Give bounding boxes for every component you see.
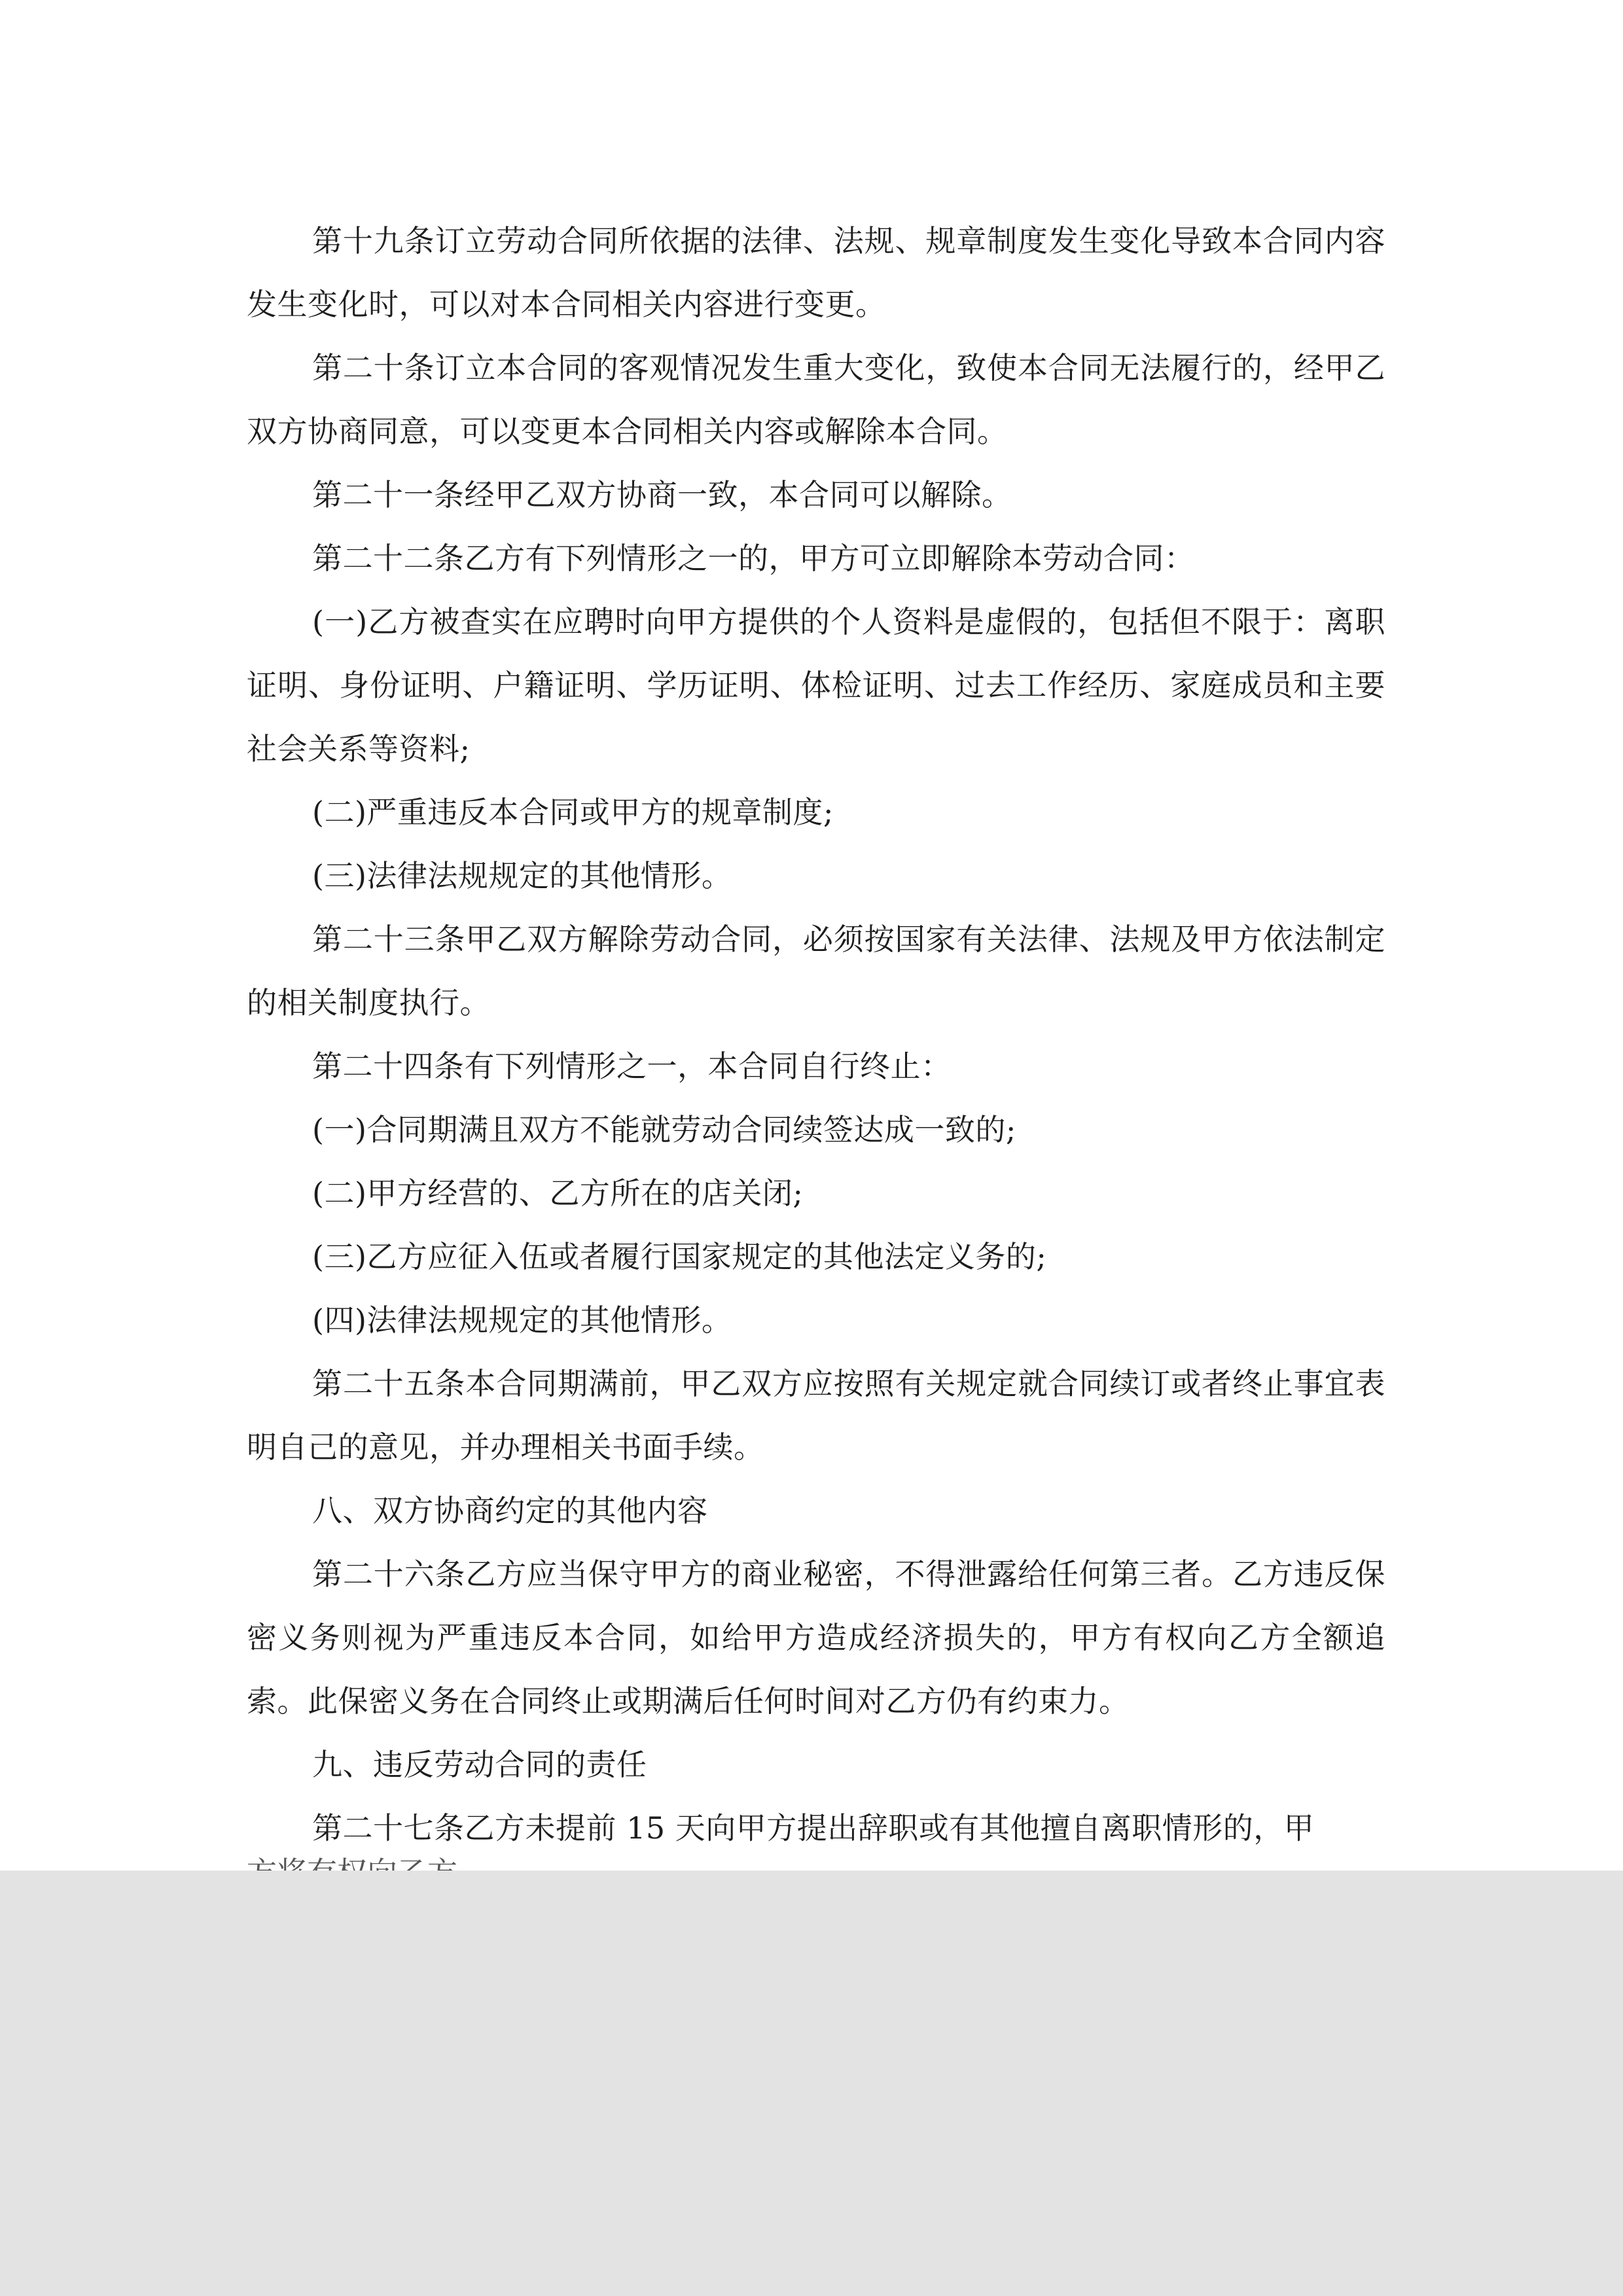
paragraph-article-25: 第二十五条本合同期满前，甲乙双方应按照有关规定就合同续订或者终止事宜表明自己的意见，并办理相关书面手续。	[247, 1366, 1385, 1465]
paragraph-article-20: 第二十条订立本合同的客观情况发生重大变化，致使本合同无法履行的，经甲乙双方协商同意，可以变更本合同相关内容或解除本合同。	[247, 350, 1385, 449]
paragraph-article-22-item-1: (一)乙方被查实在应聘时向甲方提供的个人资料是虚假的，包括但不限于：离职证明、身份证明、户籍证明、学历证明、体检证明、过去工作经历、家庭成员和主要社会关系等资料;	[247, 604, 1385, 766]
paragraph-article-24-item-3: (三)乙方应征入伍或者履行国家规定的其他法定义务的;	[312, 1239, 1047, 1274]
paragraph-article-22: 第二十二条乙方有下列情形之一的，甲方可立即解除本劳动合同：	[312, 541, 1195, 576]
section-heading-liability: 九、违反劳动合同的责任	[312, 1747, 647, 1782]
paragraph-article-24-item-2: (二)甲方经营的、乙方所在的店关闭;	[312, 1175, 804, 1211]
contract-text	[247, 209, 1385, 1860]
section-heading-other-terms: 八、双方协商约定的其他内容	[312, 1493, 708, 1528]
paragraph-article-22-item-3: (三)法律法规规定的其他情形。	[312, 858, 732, 893]
paragraph-article-27: 第二十七条乙方未提前 15 天向甲方提出辞职或有其他擅自离职情形的，甲	[312, 1810, 1315, 1846]
background-area	[0, 1871, 1623, 2296]
paragraph-article-23: 第二十三条甲乙双方解除劳动合同，必须按国家有关法律、法规及甲方依法制定的相关制度执行。	[247, 922, 1385, 1020]
paragraph-article-24-item-4: (四)法律法规规定的其他情形。	[312, 1302, 732, 1338]
paragraph-article-24-item-1: (一)合同期满且双方不能就劳动合同续签达成一致的;	[312, 1112, 1016, 1147]
paragraph-article-21: 第二十一条经甲乙双方协商一致，本合同可以解除。	[312, 477, 1012, 512]
paragraph-article-26: 第二十六条乙方应当保守甲方的商业秘密，不得泄露给任何第三者。乙方违反保密义务则视为严重违反本合同，如给甲方造成经济损失的，甲方有权向乙方全额追索。此保密义务在合同终止或期满后任何时间对乙方仍有约束力。	[247, 1556, 1385, 1719]
paragraph-article-19: 第十九条订立劳动合同所依据的法律、法规、规章制度发生变化导致本合同内容发生变化时，可以对本合同相关内容进行变更。	[247, 223, 1385, 322]
paragraph-article-24: 第二十四条有下列情形之一，本合同自行终止：	[312, 1049, 952, 1084]
paragraph-article-22-item-2: (二)严重违反本合同或甲方的规章制度;	[312, 795, 834, 830]
